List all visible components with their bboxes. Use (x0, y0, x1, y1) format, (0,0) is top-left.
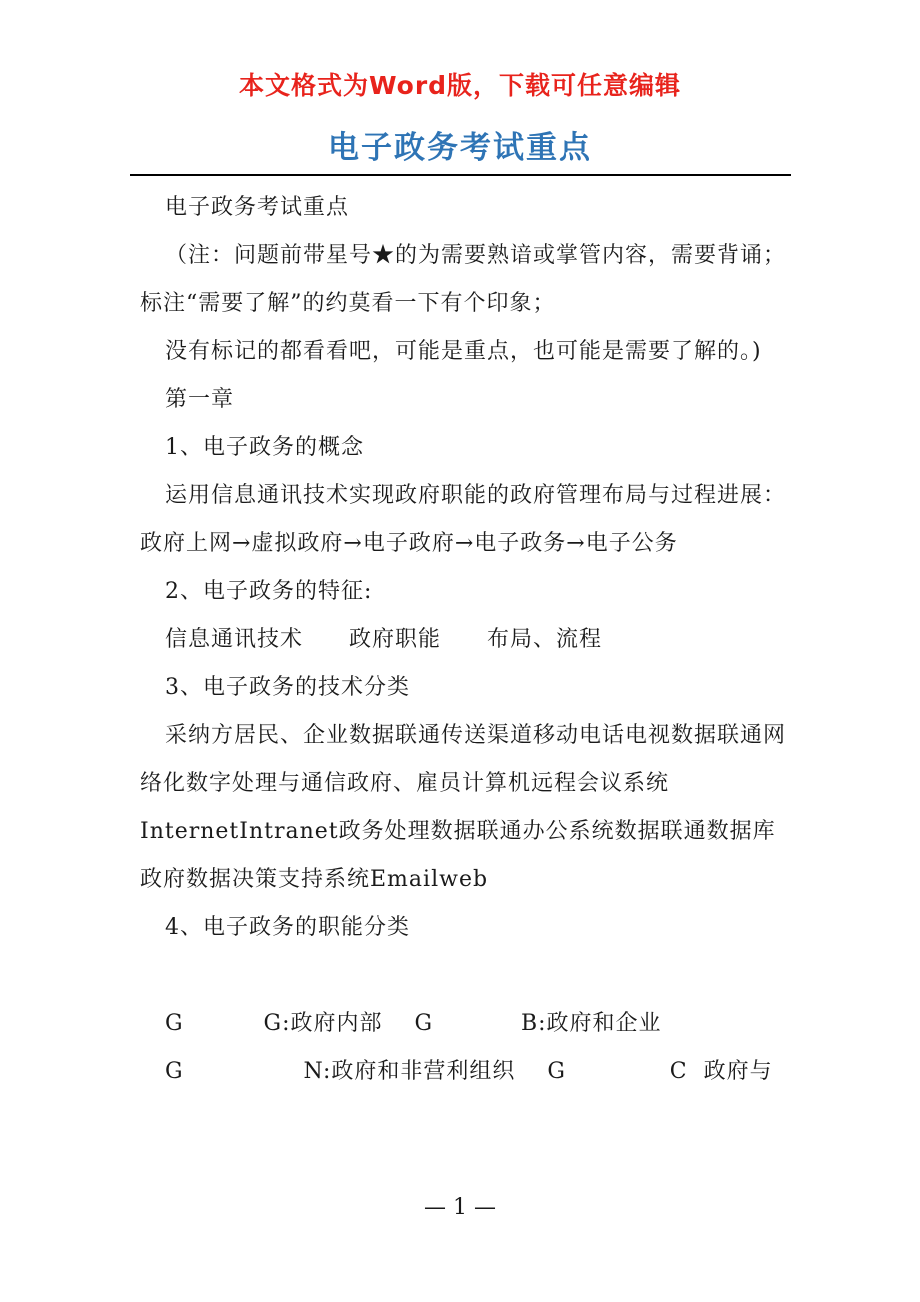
section-heading-4: 4、电子政务的职能分类 (165, 915, 410, 940)
blank-line (140, 952, 790, 1000)
paragraph-tech-classification: 采纳方居民、企业数据联通传送渠道移动电话电视数据联通网络化数字处理与通信政府、雇员计算机远程会议系统InternetIntranet政务处理数据联通办公系统数据联通数据库政府数据决策支持系统Emailweb (140, 723, 787, 892)
document-title: 电子政务考试重点 (328, 130, 592, 166)
paragraph-heading: 电子政务考试重点 (165, 195, 350, 220)
section-heading-1: 1、电子政务的概念 (165, 435, 364, 460)
page-number: — 1 — (424, 1195, 496, 1220)
section-heading-2: 2、电子政务的特征: (165, 579, 373, 604)
section-heading-3: 3、电子政务的技术分类 (165, 675, 410, 700)
paragraph-note: （注：问题前带星号★的为需要熟谙或掌管内容，需要背诵； 标注“需要了解”的约莫看一下有个印象； (140, 243, 787, 316)
paragraph-features: 信息通讯技术 政府职能 布局、流程 (165, 627, 603, 652)
document-body (140, 184, 790, 1096)
paragraph-function-row-1: G G:政府内部 G B:政府和企业 (165, 1011, 662, 1036)
title-divider (130, 174, 791, 176)
paragraph-concept: 运用信息通讯技术实现政府职能的政府管理布局与过程进展：政府上网→虚拟政府→电子政府→电子政务→电子公务 (140, 483, 787, 556)
paragraph-function-row-2: G N:政府和非营利组织 G C 政府与 (165, 1059, 773, 1084)
download-banner: 本文格式为Word版，下载可任意编辑 (238, 71, 682, 100)
paragraph-note-continued: 没有标记的都看看吧，可能是重点，也可能是需要了解的。) (165, 339, 762, 364)
chapter-heading: 第一章 (165, 387, 235, 412)
